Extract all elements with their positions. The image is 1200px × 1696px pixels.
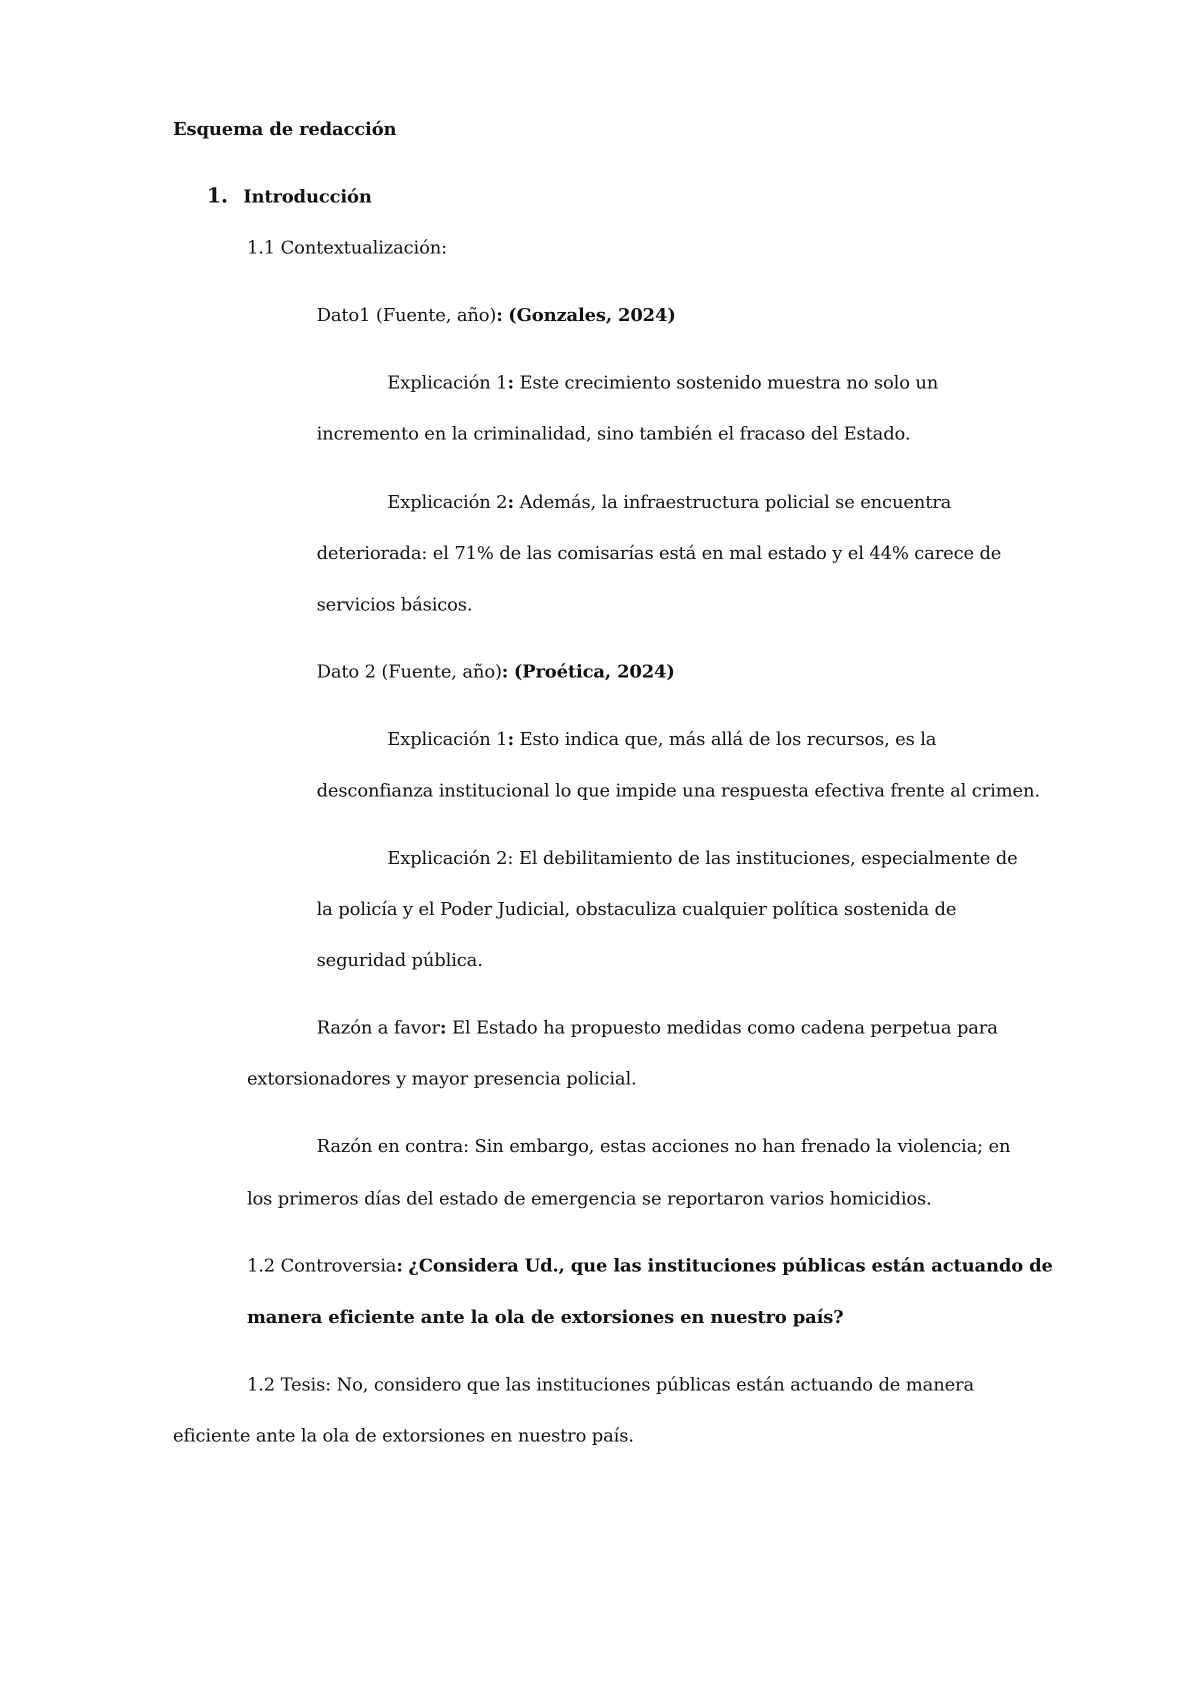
- razon-favor-line1: Razón a favor: El Estado ha propuesto medidas como cadena perpetua para: [316, 1017, 998, 1038]
- razon-contra-line1: Razón en contra: Sin embargo, estas acciones no han frenado la violencia; en: [316, 1135, 1011, 1157]
- razon-favor-line2: extorsionadores y mayor presencia policial.: [246, 1068, 637, 1089]
- dato2-exp1-line1: Explicación 1: Esto indica que, más allá de los recursos, es la: [387, 728, 937, 750]
- dato1-exp1-label: Explicación 1: [387, 372, 508, 393]
- subsection-heading-context: 1.1 Contextualización:: [246, 237, 448, 258]
- dato2-source: (Proética, 2024): [513, 661, 675, 683]
- dato2-line: [317, 661, 675, 683]
- dato1-colon: :: [496, 304, 503, 326]
- dato1-exp2-line2: deteriorada: el 71% de las comisarías está en mal estado y el 44% carece de: [316, 542, 1002, 564]
- dato2-exp2-line2: la policía y el Poder Judicial, obstaculiza cualquier política sostenida de: [316, 898, 957, 920]
- dato1-exp2-label: Explicación 2: [387, 491, 508, 513]
- dato1-label: Dato1 (Fuente, año): [316, 304, 497, 326]
- dato1-exp1-line2: incremento en la criminalidad, sino también el fracaso del Estado.: [316, 423, 911, 444]
- dato1-exp1-line1: Explicación 1: Este crecimiento sostenido muestra no solo un: [387, 372, 939, 393]
- controversia-line1: 1.2 Controversia: ¿Considera Ud., que las instituciones públicas están actuando de: [246, 1255, 1053, 1277]
- tesis-line1: 1.2 Tesis: No, considero que las instituciones públicas están actuando de manera: [246, 1373, 975, 1395]
- dato1-source: (Gonzales, 2024): [508, 304, 676, 326]
- section-heading: [207, 185, 372, 208]
- dato2-exp1-label: Explicación 1: [387, 728, 508, 750]
- dato2-exp2-line3: seguridad pública.: [316, 949, 483, 971]
- dato2-colon: :: [501, 661, 509, 683]
- controversia-line2: manera eficiente ante la ola de extorsiones en nuestro país?: [246, 1306, 844, 1328]
- dato1-line: [317, 305, 676, 327]
- controversia-question: ¿Considera Ud., que las instituciones públicas están actuando de: [408, 1255, 1053, 1277]
- dato1-exp2-line3: servicios básicos.: [316, 593, 473, 615]
- section-title: Introducción: [243, 186, 372, 207]
- dato2-exp2-line1: Explicación 2: El debilitamiento de las instituciones, especialmente de: [387, 847, 1018, 869]
- razon-favor-label: Razón a favor: [316, 1017, 440, 1038]
- dato1-exp2-line1: Explicación 2: Además, la infraestructura policial se encuentra: [387, 491, 952, 513]
- dato2-exp1-line2: desconfianza institucional lo que impide una respuesta efectiva frente al crimen.: [316, 780, 1040, 801]
- razon-contra-line2: los primeros días del estado de emergencia se reportaron varios homicidios.: [246, 1187, 932, 1209]
- dato2-label: Dato 2 (Fuente, año): [316, 661, 502, 683]
- section-number: 1.: [206, 183, 228, 208]
- tesis-line2: eficiente ante la ola de extorsiones en nuestro país.: [172, 1425, 634, 1446]
- controversia-label: 1.2 Controversia: [246, 1255, 397, 1277]
- document-title: Esquema de redacción: [172, 118, 397, 140]
